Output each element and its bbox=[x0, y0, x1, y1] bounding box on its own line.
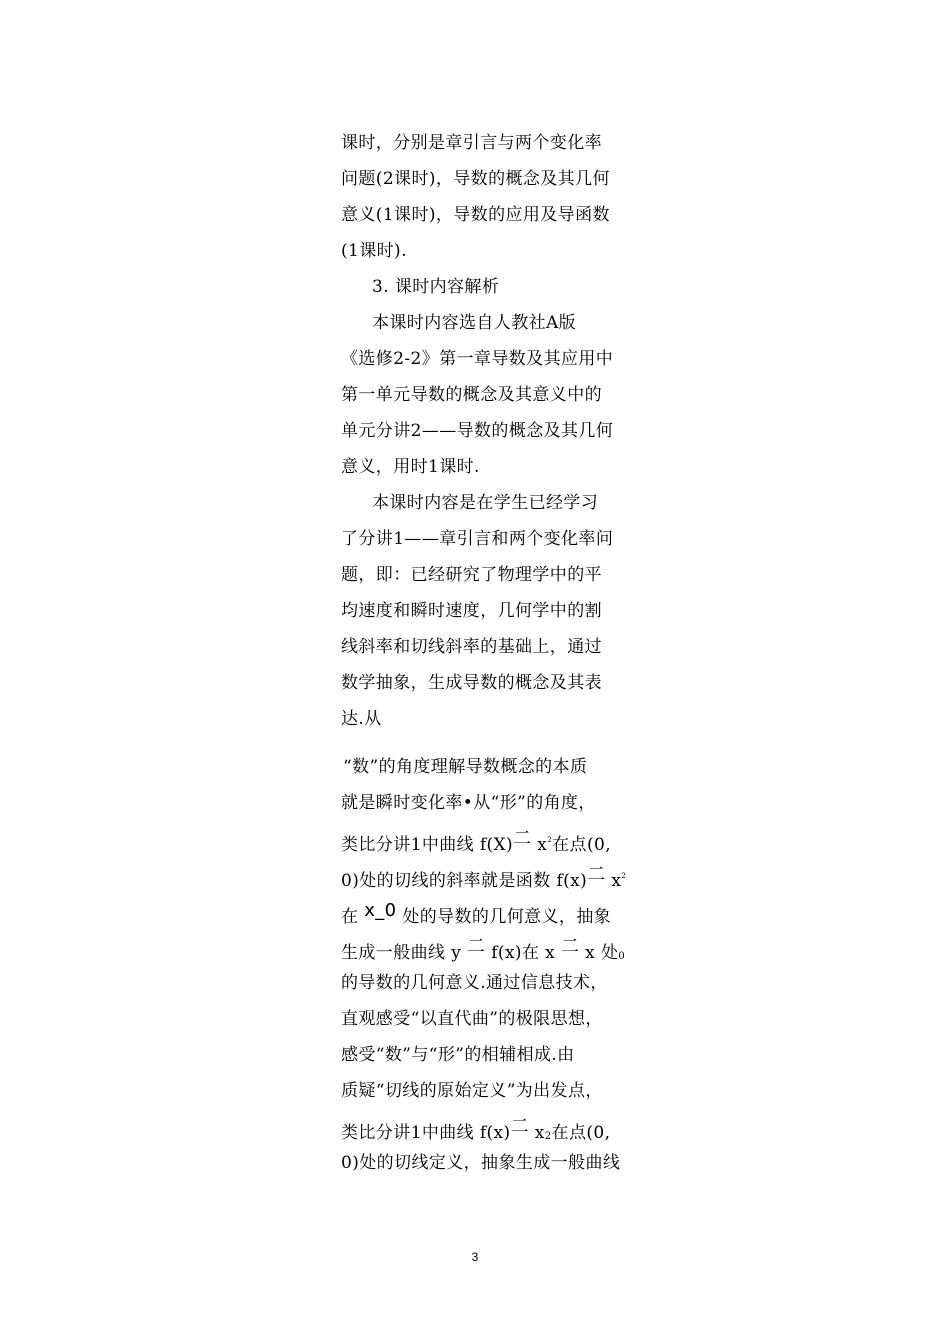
text-line: 第一单元导数的概念及其意义中的 bbox=[341, 385, 602, 405]
text-line: 的导数的几何意义.通过信息技术， bbox=[341, 973, 608, 993]
text-line: 达.从 bbox=[341, 709, 382, 729]
text-line: 题，即：已经研究了物理学中的平 bbox=[341, 565, 602, 585]
formula-line: 类比分讲1中曲线 f(X)二 $x^2$在点(0, bbox=[341, 828, 612, 855]
text-line: 就是瞬时变化率•从“形”的角度， bbox=[341, 793, 596, 813]
exponent: 2 bbox=[621, 872, 627, 880]
text-line: “数”的角度理解导数概念的本质 bbox=[343, 757, 588, 777]
text-line: 问题(2课时)，导数的概念及其几何 bbox=[341, 169, 610, 189]
formula-line: 在 x_0 处的导数的几何意义，抽象 bbox=[341, 900, 612, 927]
equals-sign: 二 bbox=[513, 828, 532, 849]
paragraph-start: 本课时内容是在学生已经学习 bbox=[372, 493, 599, 513]
formula-line: 类比分讲1中曲线 f(x)二 x2在点(0, bbox=[341, 1116, 611, 1143]
page-number: 3 bbox=[471, 1250, 479, 1264]
text-line: 感受“数”与“形”的相辅相成.由 bbox=[341, 1045, 575, 1065]
equals-sign: 二 bbox=[560, 936, 580, 957]
text-line: 0)处的切线定义，抽象生成一般曲线 bbox=[341, 1153, 621, 1173]
text-line: 直观感受“以直代曲”的极限思想， bbox=[341, 1009, 603, 1029]
text-line: (1课时). bbox=[341, 241, 407, 261]
equals-sign: 二 bbox=[587, 864, 606, 885]
math-symbol: x_0 bbox=[364, 900, 397, 921]
formula-line: 生成一般曲线 y 二 f(x)在 x 二 x 处0 bbox=[341, 936, 626, 963]
paragraph-start: 本课时内容选自人教社A版 bbox=[372, 313, 577, 333]
equals-sign: 二 bbox=[510, 1116, 529, 1137]
text-line: 课时，分别是章引言与两个变化率 bbox=[341, 133, 602, 153]
text-line: 线斜率和切线斜率的基础上，通过 bbox=[341, 637, 602, 657]
equals-sign: 二 bbox=[467, 936, 486, 957]
subscript: 0 bbox=[618, 951, 626, 962]
exponent: 2 bbox=[544, 1131, 552, 1142]
text-line: 单元分讲2——导数的概念及其几何 bbox=[341, 421, 614, 441]
text-column bbox=[341, 125, 631, 1181]
formula-line: 0)处的切线的斜率就是函数 f(x)二 $x^2$ bbox=[341, 864, 627, 891]
exponent: 2 bbox=[547, 836, 553, 844]
text-line: 了分讲1——章引言和两个变化率问 bbox=[341, 529, 614, 549]
text-line: 《选修2-2》第一章导数及其应用中 bbox=[341, 349, 614, 369]
section-heading: 3. 课时内容解析 bbox=[372, 277, 500, 297]
text-line: 数学抽象，生成导数的概念及其表 bbox=[341, 673, 602, 693]
text-line: 意义(1课时)，导数的应用及导函数 bbox=[341, 205, 610, 225]
text-line: 意义，用时1课时. bbox=[341, 457, 480, 477]
text-line: 均速度和瞬时速度，几何学中的割 bbox=[341, 601, 602, 621]
text-line: 质疑“切线的原始定义”为出发点， bbox=[341, 1081, 603, 1101]
